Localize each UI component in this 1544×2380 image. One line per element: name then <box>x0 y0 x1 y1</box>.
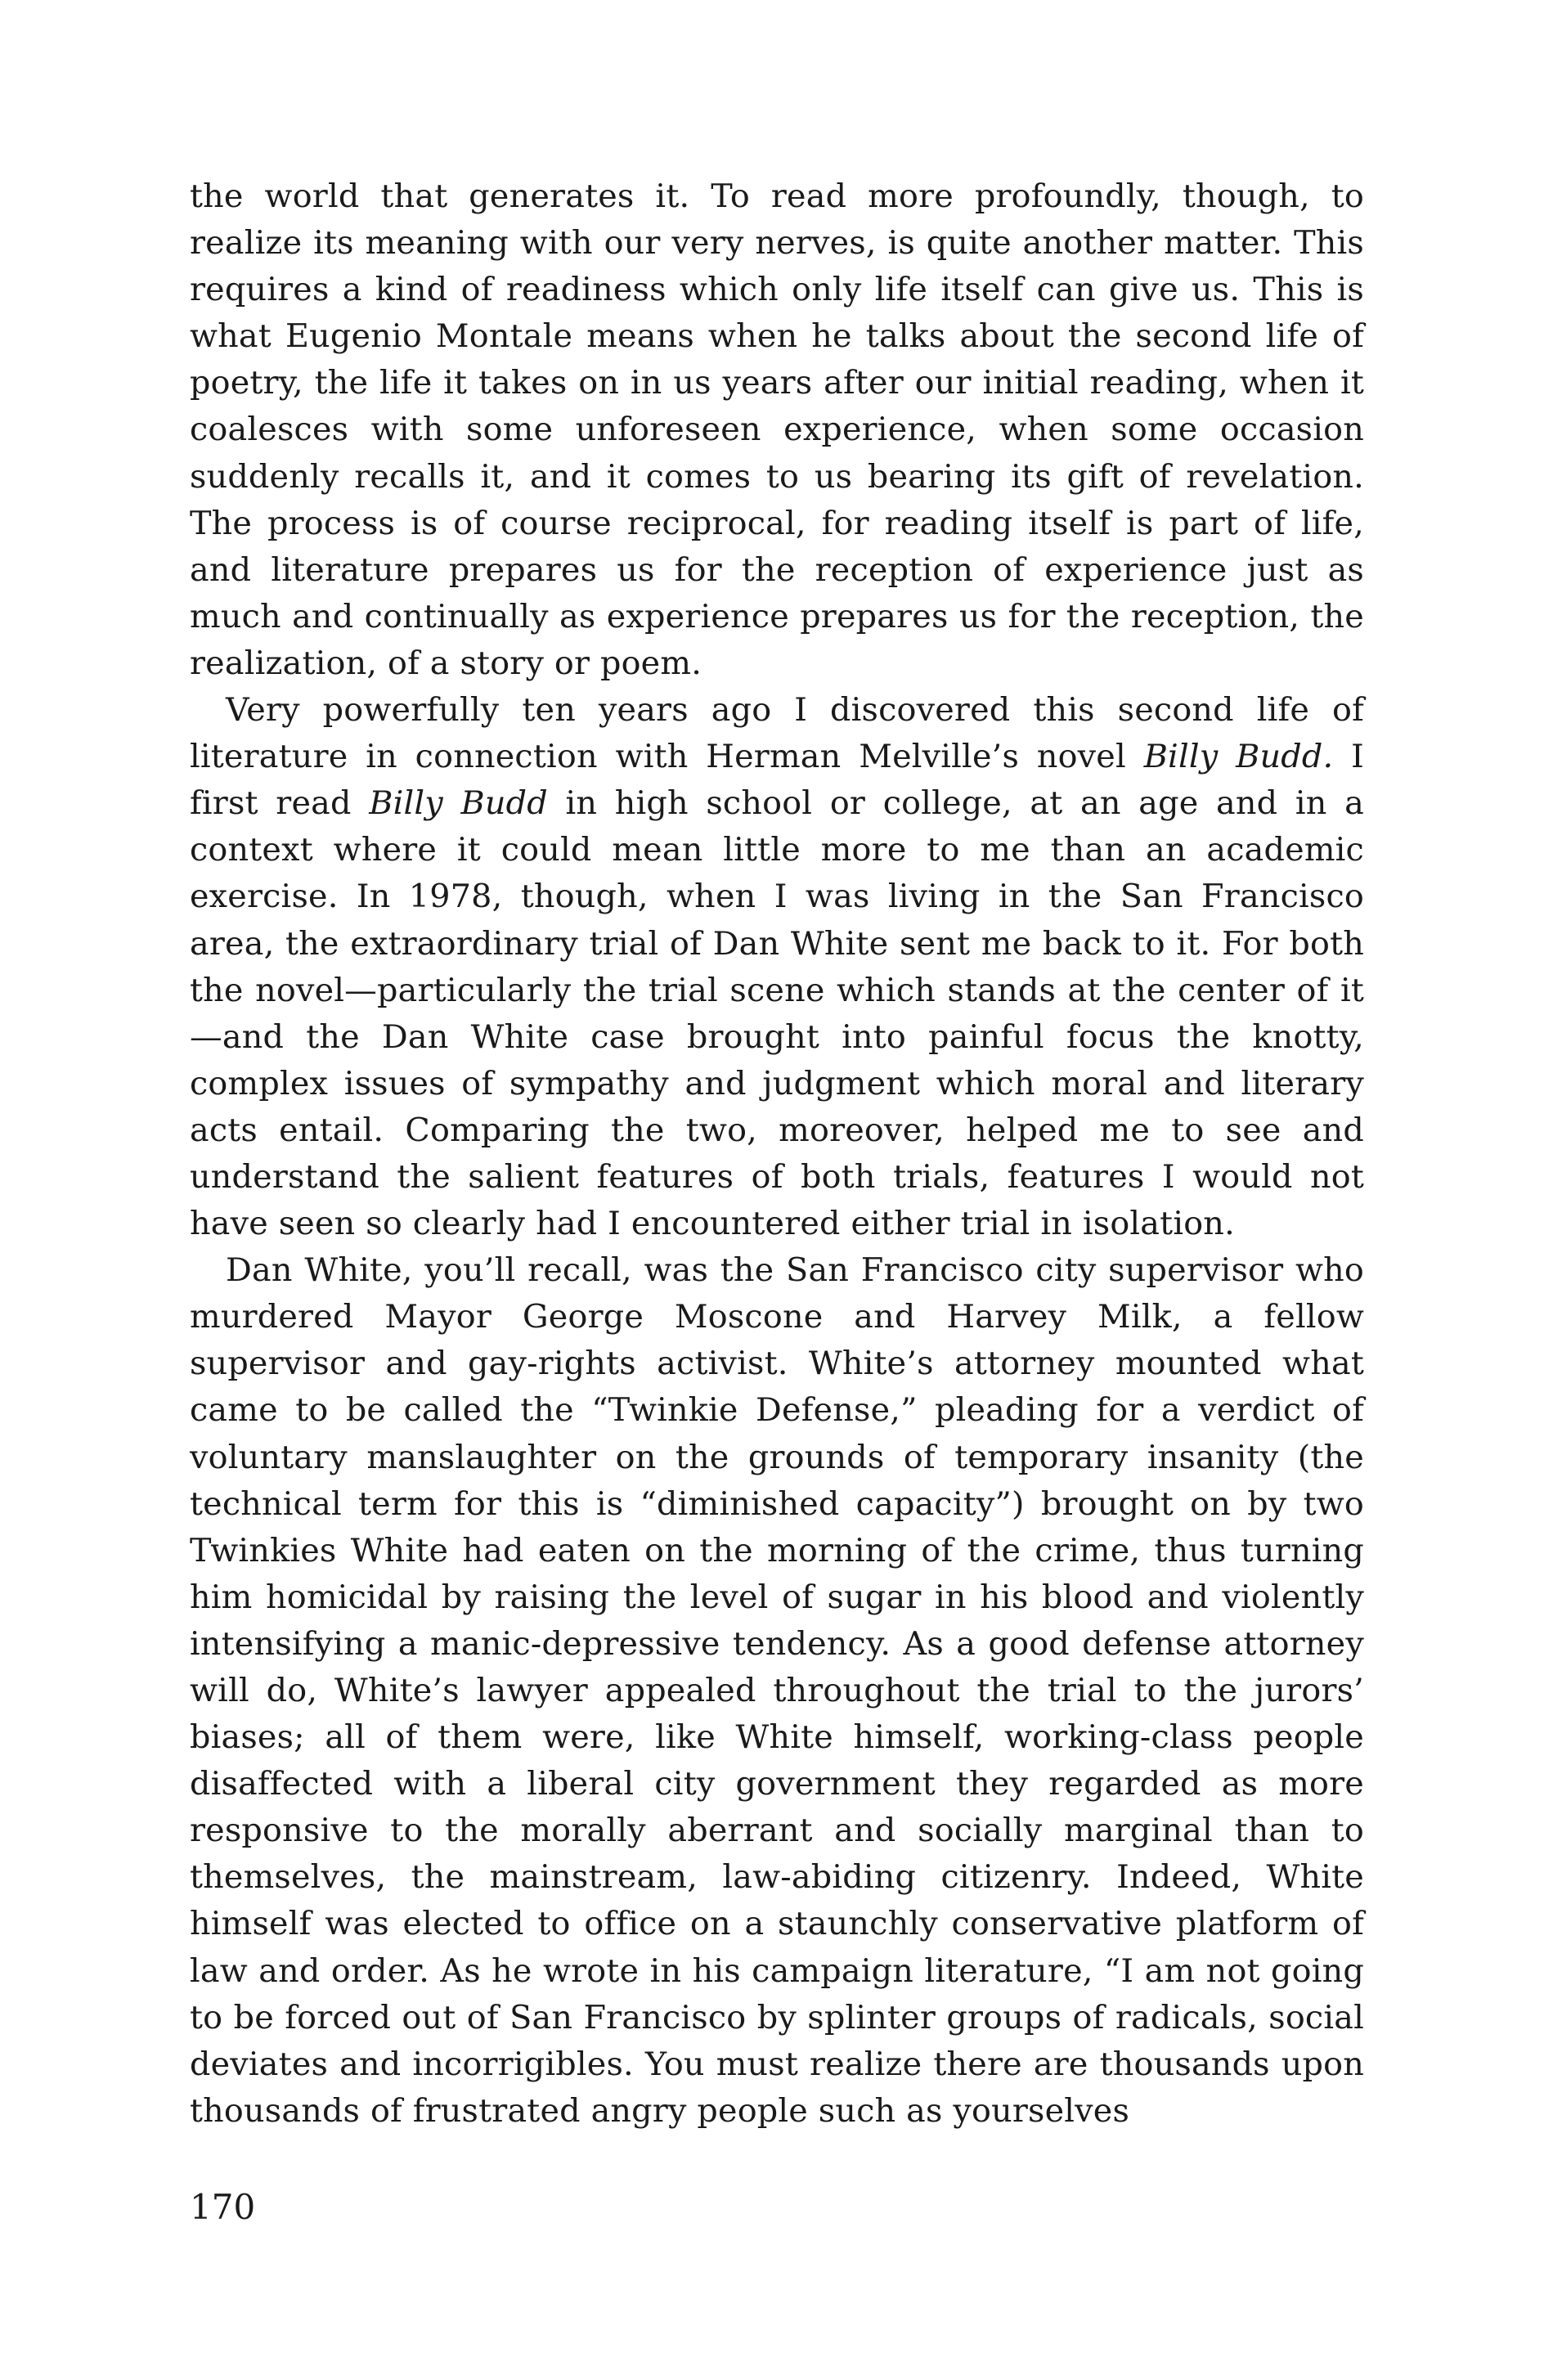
paragraph-3 <box>190 1247 1364 2135</box>
page-number: 170 <box>190 2187 256 2227</box>
paragraph-1-text: the world that generates it. To read more profoundly, though, to realize its meaning with our very nerves, is quite another matter. This requires a kind of readiness which only life itself can give us. This is what Eugenio Montale means when he talks about the second life of poetry, the life it takes on in us years after our initial reading, when it coalesces with some unforeseen experience, when some occasion suddenly recalls it, and it comes to us bearing its gift of revelation. The process is of course reciprocal, for reading itself is part of life, and literature prepares us for the reception of experience just as much and continually as experience prepares us for the reception, the realization, of a story or poem. <box>190 177 1364 682</box>
paragraph-2-text-c: in high school or college, at an age and in a context where it could mean little more to me than an academic exercise. In 1978, though, when I was living in the San Francisco area, the extraordinary trial of Dan White sent me back to it. For both the novel—particularly the trial scene which stands at the center of it—and the Dan White case brought into painful focus the knotty, complex issues of sympathy and judgment which moral and literary acts entail. Comparing the two, moreover, helped me to see and understand the salient features of both trials, features I would not have seen so clearly had I encountered either trial in isolation. <box>190 784 1364 1243</box>
book-title-billy-budd: Billy Budd. <box>1143 738 1334 776</box>
paragraph-2 <box>190 687 1364 1247</box>
paragraph-1 <box>190 173 1364 687</box>
body-text <box>190 173 1364 2135</box>
paragraph-3-text: Dan White, you’ll recall, was the San Francisco city supervisor who murdered Mayor George Moscone and Harvey Milk, a fellow supervisor and gay-rights activist. White’s attorney mounted what came to be called the “Twinkie Defense,” pleading for a verdict of voluntary manslaughter on the grounds of temporary insanity (the technical term for this is “diminished capacity”) brought on by two Twinkies White had eaten on the morning of the crime, thus turning him homicidal by raising the level of sugar in his blood and violently intensifying a manic-depressive tendency. As a good defense attorney will do, White’s lawyer appealed throughout the trial to the jurors’ biases; all of them were, like White himself, working-class people disaffected with a liberal city government they regarded as more responsive to the morally aberrant and socially marginal than to themselves, the mainstream, law-abiding citizenry. Indeed, White himself was elected to office on a staunchly conservative platform of law and order. As he wrote in his campaign literature, “I am not going to be forced out of San Francisco by splinter groups of radicals, social deviates and incorrigibles. You must realize there are thousands upon thousands of frustrated angry people such as yourselves <box>190 1251 1364 2130</box>
paragraph-2-text-b: I first read <box>190 738 1364 823</box>
paragraph-2-text-a: Very powerfully ten years ago I discovered this second life of literature in connection with Herman Melville’s novel <box>190 691 1364 776</box>
book-title-billy-budd-2: Billy Budd <box>369 784 548 823</box>
